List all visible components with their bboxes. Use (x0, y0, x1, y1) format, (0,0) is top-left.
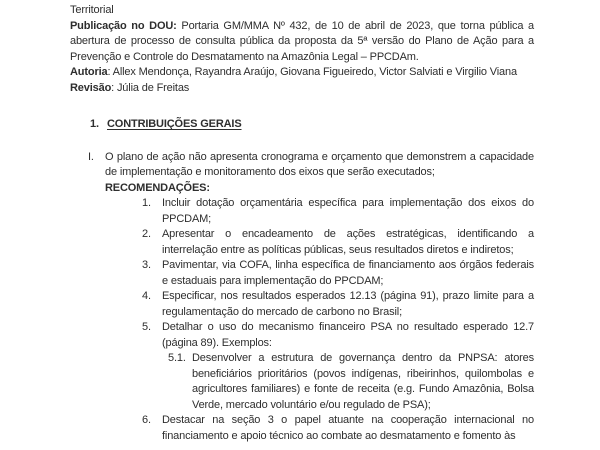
item-marker: 1. (142, 197, 151, 209)
item-text: Especificar, nos resultados esperados 12.13 (página 91), prazo limite para a regulamentação do mercado de carbono no Brasil; (162, 290, 534, 318)
territorial-text: Territorial (70, 4, 114, 16)
item-text: Detalhar o uso do mecanismo financeiro PSA no resultado esperado 12.7 (página 89). Exemplos: (162, 321, 534, 349)
section-number: 1. (90, 118, 99, 130)
recommendation-item-1 (105, 196, 534, 227)
paragraph-revision (70, 81, 534, 97)
general-contribution-item (70, 150, 534, 445)
sub-item-marker: 5.1. (168, 352, 186, 364)
section-heading (70, 117, 534, 133)
item-marker: 4. (142, 290, 151, 302)
recommendation-item-5 (105, 320, 534, 413)
section-title: CONTRIBUIÇÕES GERAIS (107, 118, 242, 130)
recommendation-item-3 (105, 258, 534, 289)
item-marker: 3. (142, 259, 151, 271)
general-item-marker: I. (88, 150, 94, 163)
publication-text: Portaria GM/MMA Nº 432, de 10 de abril de 2023, que torna pública a abertura de processo de consulta pública da proposta da 5ª versão do Plano de Ação para a Prevenção e Controle do Desmatamento na Amazônia Legal – PPCDAm. (70, 19, 534, 63)
revision-label: Revisão (70, 81, 112, 94)
paragraph-authorship (70, 65, 534, 81)
item-text: Destacar na seção 3 o papel atuante na cooperação internacional no financiamento e apoio técnico ao combate ao desmatamento e fomento às (162, 414, 534, 442)
authorship-label: Autoria (70, 66, 108, 78)
sub-item-text: Desenvolver a estrutura de governança dentro da PNPSA: atores beneficiários prioritários (povos indígenas, ribeirinhos, quilombolas e agricultores familiares) e fonte de receita (e.g. Fundo Amazônia, Bolsa Verde, mercado voluntário e/ou regulado de PSA); (192, 352, 534, 411)
recommendation-item-6 (105, 413, 534, 444)
item-text: Incluir dotação orçamentária específica para implementação dos eixos do PPCDAM; (162, 197, 534, 225)
item-text: Pavimentar, via COFA, linha específica de financiamento aos órgãos federais e estaduais para implementação do PPCDAM; (162, 259, 534, 287)
item-marker: 2. (142, 228, 151, 240)
paragraph-territorial (70, 3, 534, 19)
general-item-text: O plano de ação não apresenta cronograma e orçamento que demonstrem a capacidade de implementação e monitoramento dos eixos que serão executados; (105, 150, 534, 178)
paragraph-publication (70, 19, 534, 66)
revision-text: : Júlia de Freitas (111, 81, 190, 94)
recommendation-item-4 (105, 289, 534, 320)
document-text-block (70, 3, 534, 444)
sub-recommendation-item-5-1 (162, 351, 534, 413)
recommendations-heading: RECOMENDAÇÕES: (105, 181, 210, 194)
publication-label: Publicação no DOU: (70, 19, 177, 32)
authorship-text: : Allex Mendonça, Rayandra Araújo, Giovana Figueiredo, Victor Salviati e Virgilio Viana (107, 66, 517, 78)
recommendation-item-2 (105, 227, 534, 258)
item-marker: 5. (142, 321, 151, 333)
item-text: Apresentar o encadeamento de ações estratégicas, identificando a interrelação entre as políticas públicas, seus resultados diretos e indiretos; (162, 228, 534, 256)
item-marker: 6. (142, 414, 151, 426)
